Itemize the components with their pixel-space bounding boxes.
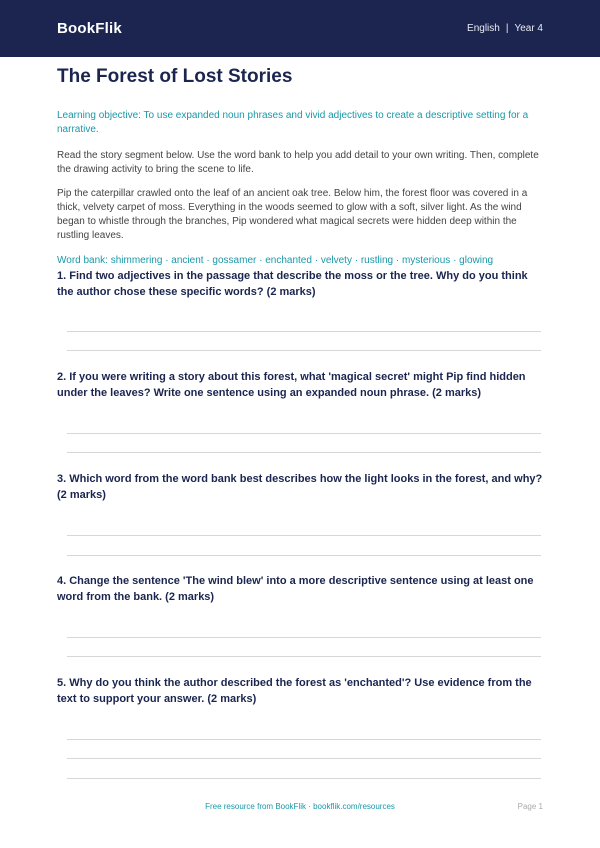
answer-line[interactable]	[67, 331, 541, 332]
question-4	[57, 573, 543, 605]
question-text: 1. Find two adjectives in the passage that describe the moss or the tree. Why do you think the author chose these specific words? (2 marks)	[57, 270, 528, 298]
question-2	[57, 369, 543, 401]
question-1	[57, 268, 543, 300]
worksheet-intro	[57, 66, 543, 268]
answer-line[interactable]	[67, 739, 541, 740]
word-bank: Word bank: shimmering · ancient · gossamer · enchanted · velvety · rustling · mysterious · glowing	[57, 254, 494, 266]
question-text: 4. Change the sentence 'The wind blew' into a more descriptive sentence using at least one word from the bank. (2 marks)	[57, 575, 534, 603]
page-number: Page 1	[517, 802, 543, 811]
page-footer	[0, 802, 600, 814]
question-text: 5. Why do you think the author described the forest as 'enchanted'? Use evidence from the text to support your answer. (2 marks)	[57, 677, 532, 705]
footer-credit[interactable]: Free resource from BookFlik · bookflik.com/resources	[205, 802, 395, 811]
instructions-text: Read the story segment below. Use the word bank to help you add detail to your own writing. Then, complete the drawing activity to bring the scene to life.	[57, 149, 539, 175]
answer-line[interactable]	[67, 637, 541, 638]
answer-line[interactable]	[67, 452, 541, 453]
year-label: Year 4	[514, 23, 543, 34]
question-3	[57, 471, 543, 503]
meta-separator: |	[505, 23, 509, 34]
header-bar	[0, 0, 600, 57]
page-title: The Forest of Lost Stories	[57, 66, 293, 87]
subject-label: English	[467, 23, 500, 34]
answer-line[interactable]	[67, 433, 541, 434]
answer-line[interactable]	[67, 656, 541, 657]
answer-line[interactable]	[67, 535, 541, 536]
learning-objective: Learning objective: To use expanded noun phrases and vivid adjectives to create a descriptive setting for a narrative.	[57, 109, 529, 135]
answer-line[interactable]	[67, 350, 541, 351]
answer-line[interactable]	[67, 555, 541, 556]
question-text: 2. If you were writing a story about this forest, what 'magical secret' might Pip find hidden under the leaves? Write one sentence using an expanded noun phrase. (2 marks)	[57, 371, 526, 399]
answer-line[interactable]	[67, 778, 541, 779]
brand-logo[interactable]: BookFlik	[57, 20, 122, 37]
header-meta	[467, 23, 543, 34]
question-text: 3. Which word from the word bank best describes how the light looks in the forest, and why? (2 marks)	[57, 473, 543, 501]
answer-line[interactable]	[67, 758, 541, 759]
story-passage: Pip the caterpillar crawled onto the leaf of an ancient oak tree. Below him, the forest floor was covered in a thick, velvety carpet of moss. Everything in the woods seemed to glow with a soft, silver light. As the wind began to whistle through the branches, Pip wondered what magical secrets were hidden deep within the rustling leaves.	[57, 187, 528, 241]
question-5	[57, 675, 543, 707]
